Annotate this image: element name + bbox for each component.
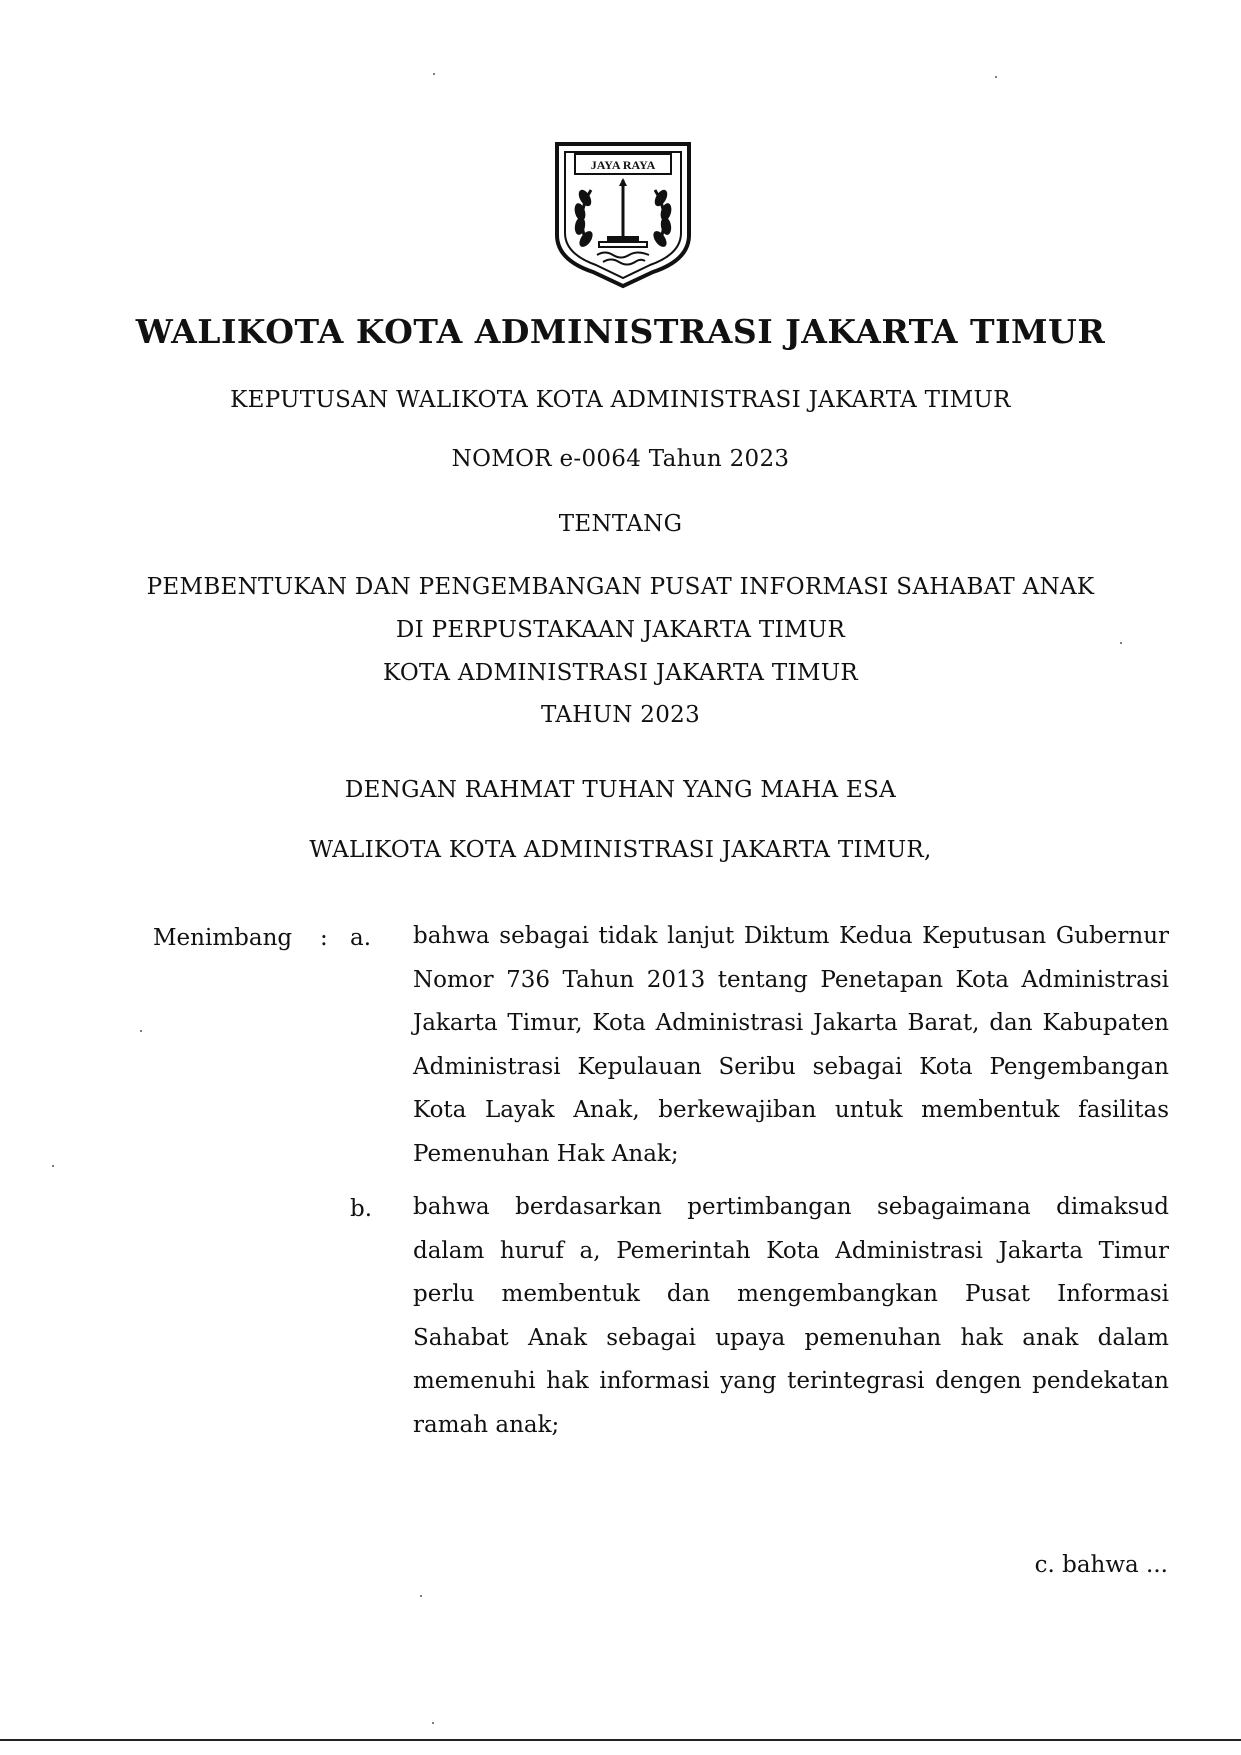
continuation-note: c. bahwa ... <box>1034 1552 1168 1578</box>
scan-speck <box>420 1595 422 1597</box>
bottom-rule <box>0 1739 1241 1741</box>
page-title: WALIKOTA KOTA ADMINISTRASI JAKARTA TIMUR <box>135 312 1106 351</box>
item-letter: b. <box>350 1196 373 1222</box>
scan-speck <box>1120 642 1122 644</box>
subject-line: PEMBENTUKAN DAN PENGEMBANGAN PUSAT INFORMASI SAHABAT ANAK <box>146 574 1095 600</box>
jakarta-coat-of-arms-icon <box>553 140 693 290</box>
subject-line: KOTA ADMINISTRASI JAKARTA TIMUR <box>382 660 859 686</box>
scan-speck <box>432 1722 434 1724</box>
scan-speck <box>995 76 997 78</box>
decree-label: KEPUTUSAN WALIKOTA KOTA ADMINISTRASI JAKARTA TIMUR <box>230 387 1011 413</box>
emblem-banner: JAYA RAYA <box>590 158 656 172</box>
scan-speck <box>52 1165 54 1167</box>
item-letter: a. <box>350 925 372 951</box>
decree-number: NOMOR e-0064 Tahun 2023 <box>451 446 790 472</box>
considering-colon: : <box>320 925 328 951</box>
scan-speck <box>140 1030 142 1032</box>
issuer-line: WALIKOTA KOTA ADMINISTRASI JAKARTA TIMUR, <box>309 837 932 863</box>
considering-label: Menimbang <box>153 925 293 951</box>
subject-line: DI PERPUSTAKAAN JAKARTA TIMUR <box>395 617 846 643</box>
subject-line: TAHUN 2023 <box>540 702 701 728</box>
about-label: TENTANG <box>558 511 683 537</box>
blessing-line: DENGAN RAHMAT TUHAN YANG MAHA ESA <box>344 777 897 803</box>
considering-item-text: bahwa sebagai tidak lanjut Diktum Kedua Keputusan Gubernur Nomor 736 Tahun 2013 tentang Penetapan Kota Administrasi Jakarta Timur, Kota Administrasi Jakarta Barat, dan Kabupaten Administrasi Kepulauan Seribu sebagai Kota Pengembangan Kota Layak Anak, berkewajiban untuk membentuk fasilitas Pemenuhan Hak Anak; <box>413 923 1169 1167</box>
considering-item-text: bahwa berdasarkan pertimbangan sebagaimana dimaksud dalam huruf a, Pemerintah Kota Administrasi Jakarta Timur perlu membentuk dan mengembangkan Pusat Informasi Sahabat Anak sebagai upaya pemenuhan hak anak dalam memenuhi hak informasi yang terintegrasi dengen pendekatan ramah anak; <box>413 1194 1169 1438</box>
scan-speck <box>433 73 435 75</box>
